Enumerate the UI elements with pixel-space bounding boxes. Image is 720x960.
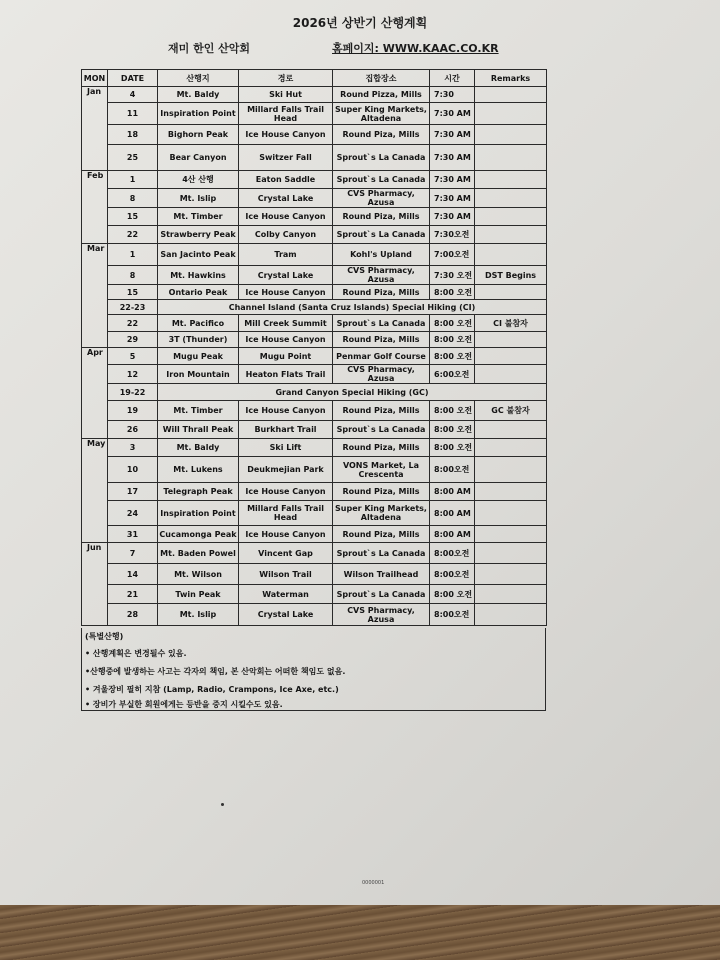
remarks-cell [475,103,547,125]
remarks-cell: DST Begins [475,266,547,285]
destination-cell: Mugu Peak [158,348,239,365]
date-cell: 24 [108,501,158,526]
month-cell: Feb [82,171,108,189]
date-cell: 19-22 [108,384,158,401]
month-cell [82,457,108,483]
time-cell: 7:30 오전 [430,266,475,285]
table-row [82,604,547,626]
time-cell: 8:00오전 [430,543,475,564]
time-cell: 8:00오전 [430,604,475,626]
route-cell: Switzer Fall [239,145,333,171]
time-cell: 8:00 오전 [430,585,475,604]
destination-cell: Telegraph Peak [158,483,239,501]
meeting-place-cell: Kohl's Upland [333,244,430,266]
destination-cell: Inspiration Point [158,103,239,125]
note-item: • 산행계획은 변경될수 있음. [85,649,187,658]
page-title: 2026년 상반기 산행계획 [292,16,428,30]
meeting-place-cell: Sprout`s La Canada [333,145,430,171]
route-cell: Crystal Lake [239,266,333,285]
date-cell: 18 [108,125,158,145]
month-cell [82,125,108,145]
date-cell: 10 [108,457,158,483]
time-cell: 8:00 오전 [430,439,475,457]
date-cell: 5 [108,348,158,365]
remarks-cell [475,171,547,189]
month-cell [82,103,108,125]
month-cell: May [82,439,108,457]
col-header-meeting-place: 집합장소 [333,70,430,87]
date-cell: 15 [108,285,158,300]
date-cell: 28 [108,604,158,626]
meeting-place-cell: Round Piza, Mills [333,332,430,348]
route-cell: Millard Falls Trail Head [239,501,333,526]
col-header-remarks: Remarks [475,70,547,87]
month-cell [82,300,108,315]
month-cell [82,526,108,543]
route-cell: Burkhart Trail [239,421,333,439]
col-header-date: DATE [108,70,158,87]
date-cell: 17 [108,483,158,501]
remarks-cell [475,421,547,439]
special-hiking-cell: Grand Canyon Special Hiking (GC) [158,384,547,401]
month-cell: Apr [82,348,108,365]
meeting-place-cell: Sprout`s La Canada [333,585,430,604]
time-cell: 7:30오전 [430,226,475,244]
month-cell [82,421,108,439]
time-cell: 8:00 오전 [430,285,475,300]
notes-box [81,628,546,711]
table-row [82,171,547,189]
route-cell: Eaton Saddle [239,171,333,189]
route-cell: Ice House Canyon [239,526,333,543]
meeting-place-cell: Round Pizza, Mills [333,87,430,103]
remarks-cell [475,244,547,266]
table-header-row [82,70,547,87]
meeting-place-cell: Sprout`s La Canada [333,543,430,564]
destination-cell: Strawberry Peak [158,226,239,244]
time-cell: 8:00 AM [430,526,475,543]
meeting-place-cell: Sprout`s La Canada [333,421,430,439]
month-cell [82,585,108,604]
route-cell: Ice House Canyon [239,483,333,501]
destination-cell: Inspiration Point [158,501,239,526]
date-cell: 21 [108,585,158,604]
meeting-place-cell: Sprout`s La Canada [333,171,430,189]
date-cell: 25 [108,145,158,171]
route-cell: Ice House Canyon [239,401,333,421]
table-row [82,87,547,103]
destination-cell: Cucamonga Peak [158,526,239,543]
date-cell: 8 [108,266,158,285]
table-row [82,125,547,145]
date-cell: 22 [108,226,158,244]
table-row [82,501,547,526]
month-cell [82,208,108,226]
notes-heading: (특별산행) [85,632,124,641]
route-cell: Mill Creek Summit [239,315,333,332]
month-cell [82,501,108,526]
meeting-place-cell: Super King Markets, Altadena [333,501,430,526]
time-cell: 7:30 AM [430,189,475,208]
meeting-place-cell: CVS Pharmacy, Azusa [333,189,430,208]
month-cell [82,266,108,285]
remarks-cell [475,145,547,171]
note-item: • 장비가 부실한 회원에게는 등반을 중지 시킬수도 있음. [85,700,283,709]
destination-cell: Bighorn Peak [158,125,239,145]
time-cell: 7:30 AM [430,171,475,189]
route-cell: Ice House Canyon [239,125,333,145]
table-row [82,226,547,244]
meeting-place-cell: Wilson Trailhead [333,564,430,585]
meeting-place-cell: Round Piza, Mills [333,285,430,300]
remarks-cell [475,604,547,626]
route-cell: Wilson Trail [239,564,333,585]
remarks-cell [475,87,547,103]
table-row [82,365,547,384]
month-cell: Jan [82,87,108,103]
month-cell [82,315,108,332]
meeting-place-cell: Round Piza, Mills [333,401,430,421]
remarks-cell: GC 불참자 [475,401,547,421]
table-row [82,421,547,439]
destination-cell: Mt. Baldy [158,439,239,457]
destination-cell: Mt. Hawkins [158,266,239,285]
meeting-place-cell: Penmar Golf Course [333,348,430,365]
time-cell: 8:00 오전 [430,421,475,439]
remarks-cell [475,585,547,604]
route-cell: Crystal Lake [239,604,333,626]
schedule-table [81,69,547,626]
col-header-destination: 산행지 [158,70,239,87]
time-cell: 8:00 오전 [430,315,475,332]
time-cell: 8:00 AM [430,483,475,501]
table-row [82,526,547,543]
destination-cell: Bear Canyon [158,145,239,171]
time-cell: 7:30 AM [430,125,475,145]
time-cell: 7:30 [430,87,475,103]
route-cell: Ice House Canyon [239,285,333,300]
destination-cell: Mt. Timber [158,401,239,421]
date-cell: 7 [108,543,158,564]
destination-cell: San Jacinto Peak [158,244,239,266]
time-cell: 8:00 오전 [430,348,475,365]
destination-cell: Mt. Timber [158,208,239,226]
route-cell: Mugu Point [239,348,333,365]
homepage-text: 홈페이지: WWW.KAAC.CO.KR [332,42,499,55]
ink-dot [221,803,224,806]
table-row [82,543,547,564]
meeting-place-cell: Round Piza, Mills [333,483,430,501]
remarks-cell [475,365,547,384]
time-cell: 8:00 오전 [430,401,475,421]
note-item: • 겨울장비 필히 지참 (Lamp, Radio, Crampons, Ice Axe, etc.) [85,685,339,694]
destination-cell: Ontario Peak [158,285,239,300]
table-row [82,208,547,226]
meeting-place-cell: CVS Pharmacy, Azusa [333,365,430,384]
meeting-place-cell: VONS Market, La Crescenta [333,457,430,483]
time-cell: 8:00오전 [430,457,475,483]
remarks-cell [475,483,547,501]
meeting-place-cell: Sprout`s La Canada [333,315,430,332]
remarks-cell [475,208,547,226]
date-cell: 14 [108,564,158,585]
meeting-place-cell: Super King Markets, Altadena [333,103,430,125]
remarks-cell: CI 불참자 [475,315,547,332]
destination-cell: Iron Mountain [158,365,239,384]
table-row [82,266,547,285]
route-cell: Deukmejian Park [239,457,333,483]
time-cell: 8:00 AM [430,501,475,526]
time-cell: 7:30 AM [430,103,475,125]
destination-cell: Mt. Baden Powel [158,543,239,564]
meeting-place-cell: CVS Pharmacy, Azusa [333,266,430,285]
destination-cell: Mt. Islip [158,604,239,626]
table-row [82,348,547,365]
month-cell: Jun [82,543,108,564]
month-cell [82,401,108,421]
date-cell: 1 [108,244,158,266]
month-cell [82,564,108,585]
destination-cell: Will Thrall Peak [158,421,239,439]
desk-surface [0,905,720,960]
time-cell: 7:30 AM [430,208,475,226]
remarks-cell [475,125,547,145]
date-cell: 15 [108,208,158,226]
col-header-route: 경로 [239,70,333,87]
month-cell [82,145,108,171]
date-cell: 26 [108,421,158,439]
month-cell [82,226,108,244]
month-cell [82,483,108,501]
date-cell: 22-23 [108,300,158,315]
remarks-cell [475,285,547,300]
route-cell: Ice House Canyon [239,208,333,226]
note-item: •산행중에 발생하는 사고는 각자의 책임, 본 산악회는 어떠한 책임도 없음. [85,667,346,676]
table-row [82,483,547,501]
month-cell [82,384,108,401]
remarks-cell [475,501,547,526]
route-cell: Tram [239,244,333,266]
table-row [82,244,547,266]
destination-cell: Mt. Pacifico [158,315,239,332]
table-row [82,145,547,171]
special-hiking-cell: Channel Island (Santa Cruz Islands) Special Hiking (CI) [158,300,547,315]
destination-cell: Mt. Islip [158,189,239,208]
date-cell: 1 [108,171,158,189]
meeting-place-cell: CVS Pharmacy, Azusa [333,604,430,626]
destination-cell: 4산 산행 [158,171,239,189]
month-cell [82,189,108,208]
table-row [82,564,547,585]
route-cell: Ice House Canyon [239,332,333,348]
table-row [82,585,547,604]
route-cell: Vincent Gap [239,543,333,564]
month-cell [82,332,108,348]
meeting-place-cell: Round Piza, Mills [333,125,430,145]
remarks-cell [475,543,547,564]
date-cell: 31 [108,526,158,543]
meeting-place-cell: Round Piza, Mills [333,526,430,543]
month-cell: Mar [82,244,108,266]
route-cell: Ski Hut [239,87,333,103]
table-row [82,332,547,348]
table-row [82,439,547,457]
table-row [82,285,547,300]
date-cell: 8 [108,189,158,208]
remarks-cell [475,564,547,585]
time-cell: 6:00오전 [430,365,475,384]
meeting-place-cell: Round Piza, Mills [333,208,430,226]
time-cell: 7:30 AM [430,145,475,171]
col-header-mon: MON [82,70,108,87]
route-cell: Waterman [239,585,333,604]
table-row [82,189,547,208]
month-cell [82,604,108,626]
table-row [82,384,547,401]
remarks-cell [475,332,547,348]
time-cell: 8:00 오전 [430,332,475,348]
remarks-cell [475,226,547,244]
month-cell [82,365,108,384]
remarks-cell [475,189,547,208]
route-cell: Ski Lift [239,439,333,457]
route-cell: Heaton Flats Trail [239,365,333,384]
destination-cell: 3T (Thunder) [158,332,239,348]
route-cell: Crystal Lake [239,189,333,208]
date-cell: 11 [108,103,158,125]
date-cell: 4 [108,87,158,103]
remarks-cell [475,439,547,457]
footer-code: 0000001 [362,880,385,886]
table-row [82,300,547,315]
date-cell: 12 [108,365,158,384]
remarks-cell [475,457,547,483]
date-cell: 22 [108,315,158,332]
meeting-place-cell: Sprout`s La Canada [333,226,430,244]
destination-cell: Mt. Wilson [158,564,239,585]
route-cell: Millard Falls Trail Head [239,103,333,125]
time-cell: 7:00오전 [430,244,475,266]
destination-cell: Mt. Baldy [158,87,239,103]
date-cell: 3 [108,439,158,457]
route-cell: Colby Canyon [239,226,333,244]
table-row [82,315,547,332]
month-cell [82,285,108,300]
table-row [82,457,547,483]
meeting-place-cell: Round Piza, Mills [333,439,430,457]
table-row [82,103,547,125]
destination-cell: Twin Peak [158,585,239,604]
club-name: 재미 한인 산악회 [168,42,251,55]
col-header-time: 시간 [430,70,475,87]
date-cell: 19 [108,401,158,421]
time-cell: 8:00오전 [430,564,475,585]
remarks-cell [475,348,547,365]
date-cell: 29 [108,332,158,348]
destination-cell: Mt. Lukens [158,457,239,483]
table-row [82,401,547,421]
remarks-cell [475,526,547,543]
